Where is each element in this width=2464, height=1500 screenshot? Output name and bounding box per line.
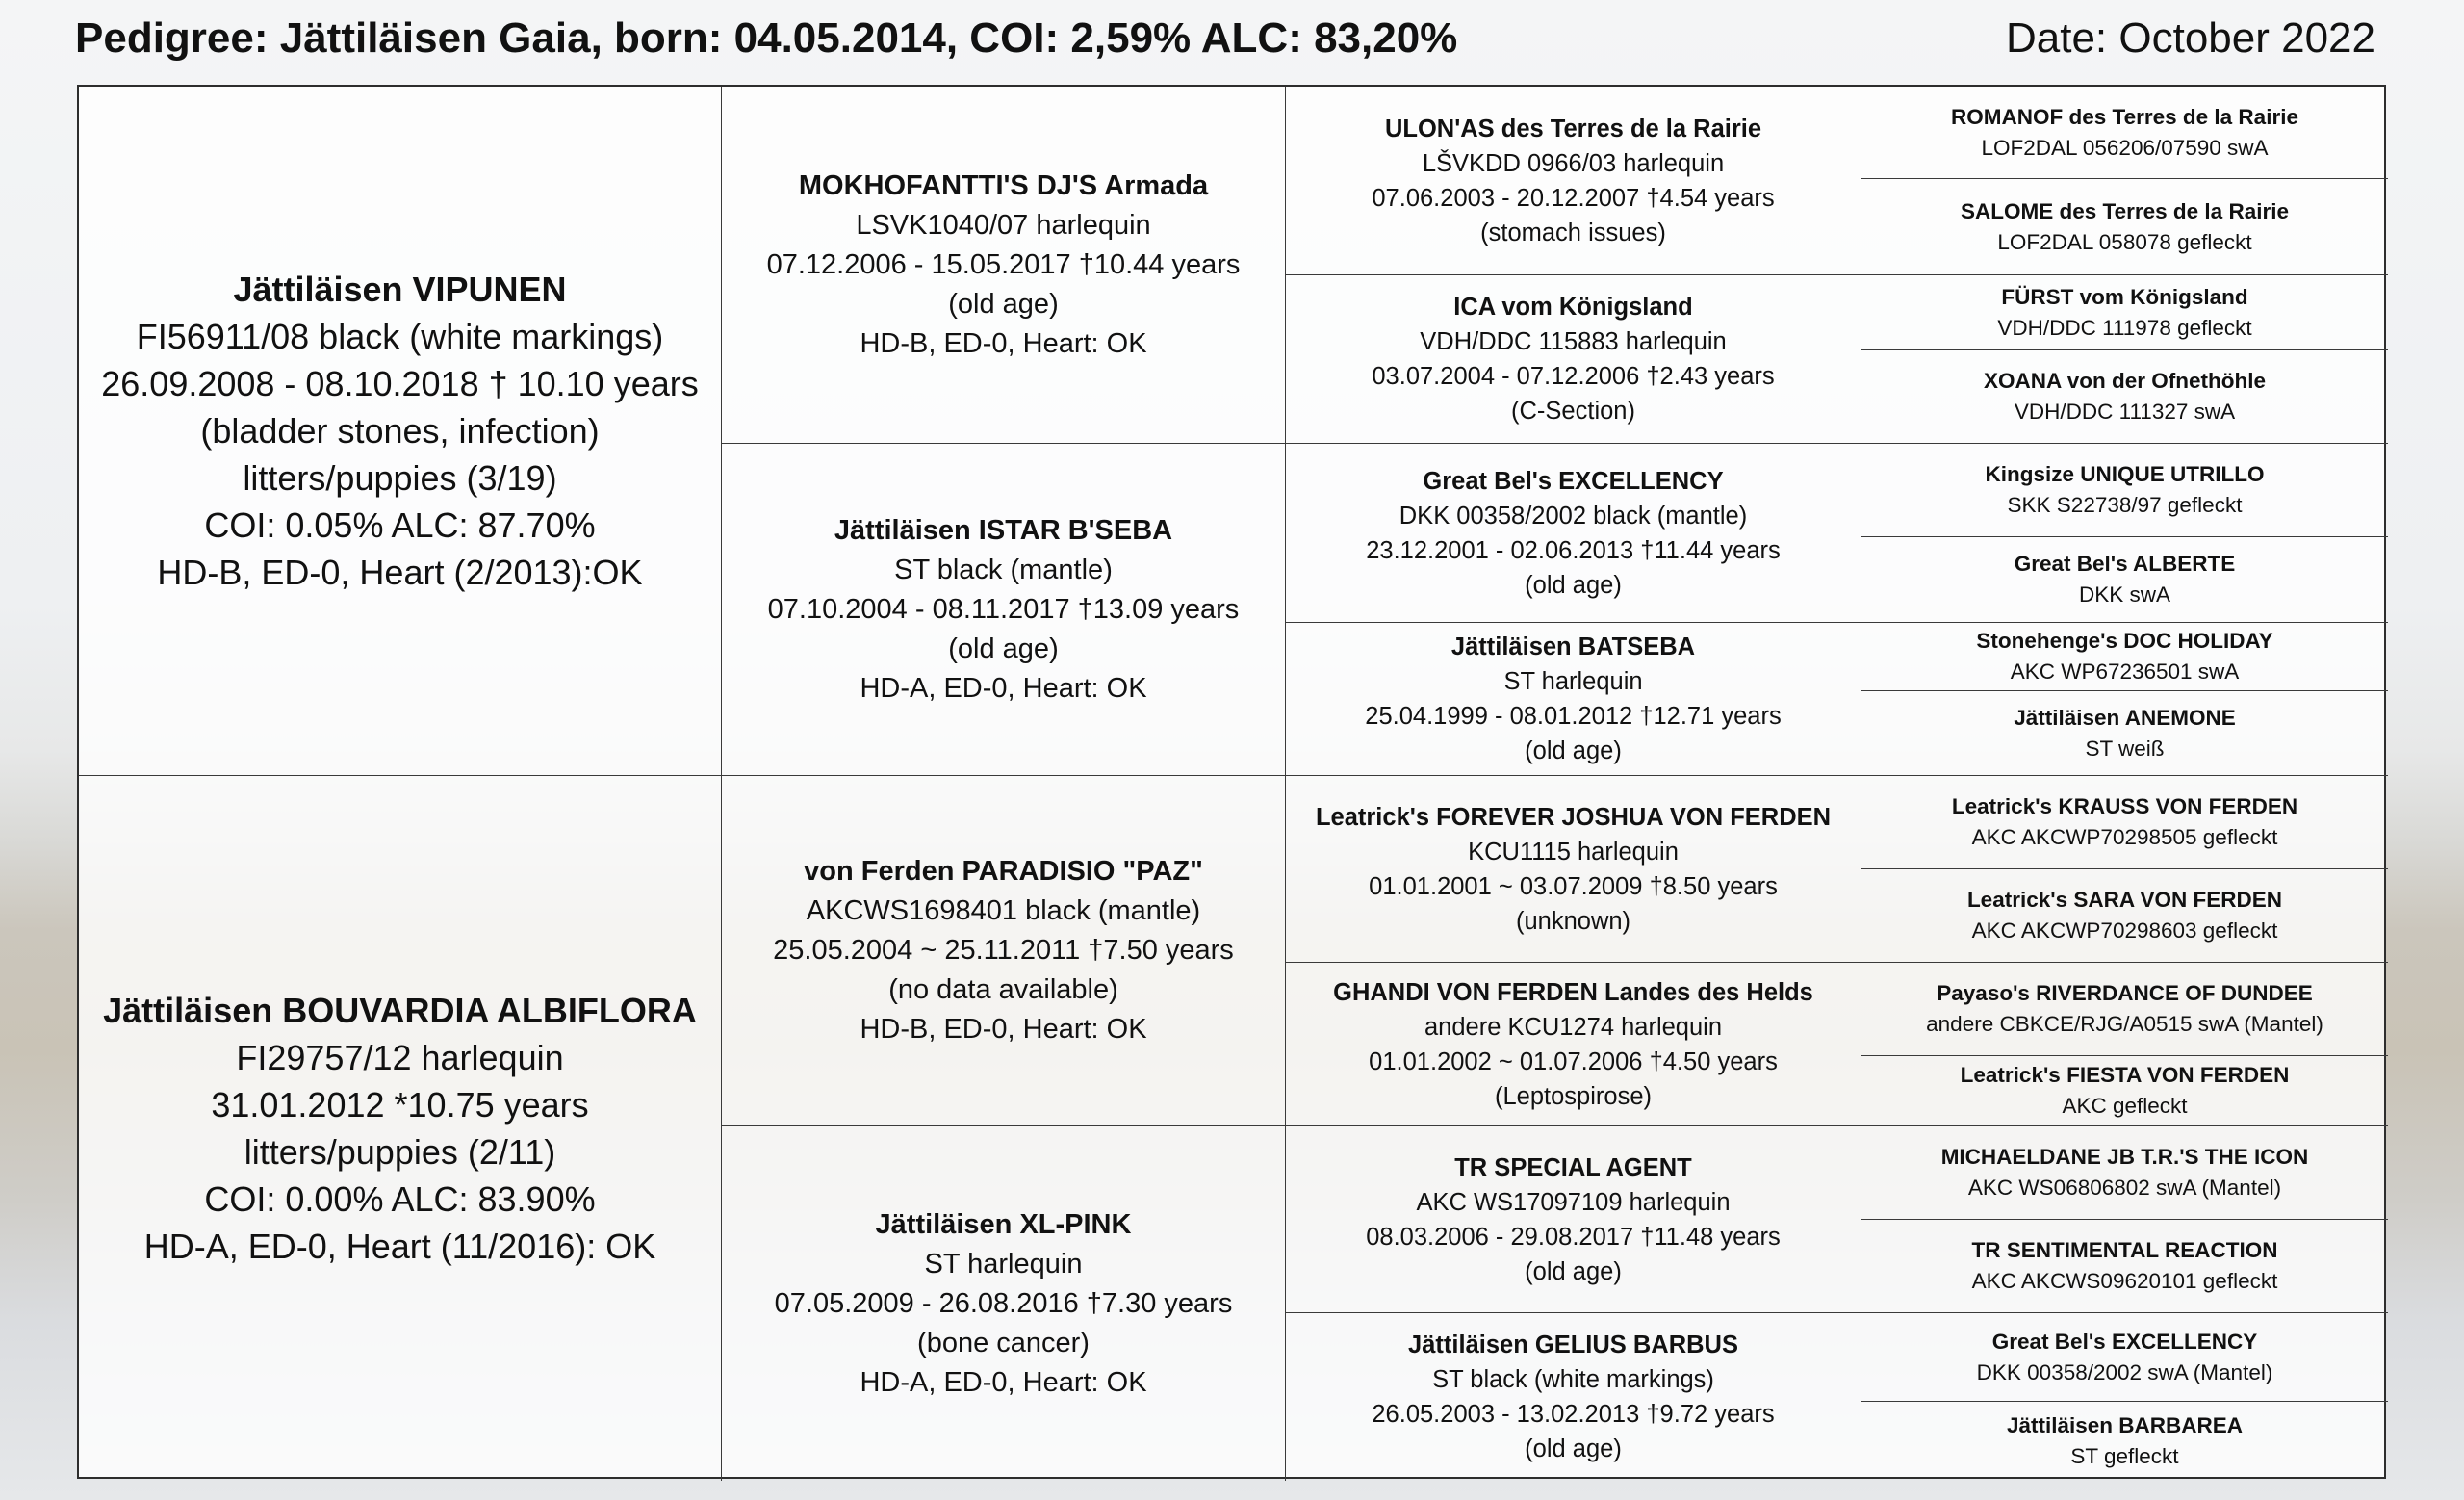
ancestor-registration: AKC AKCWS09620101 gefleckt (1971, 1269, 2278, 1293)
great-grandparent-name: GHANDI VON FERDEN Landes des Helds (1333, 978, 1813, 1006)
grandparent-info-line: ST harlequin (924, 1248, 1083, 1280)
ancestor-cell (1861, 1313, 2388, 1402)
great-grandparent-cell (1286, 444, 1861, 623)
ancestor-cell (1861, 623, 2388, 691)
great-grandparent-info-line: VDH/DDC 115883 harlequin (1420, 328, 1727, 355)
great-grandparent-info-line: 01.01.2001 ~ 03.07.2009 †8.50 years (1369, 872, 1778, 900)
great-grandparent-info-line: (old age) (1525, 1435, 1622, 1462)
grandparent-info-line: 07.10.2004 - 08.11.2017 †13.09 years (767, 593, 1240, 625)
grandparent-info-line: (old age) (948, 288, 1059, 320)
ancestor-name: Leatrick's SARA VON FERDEN (1966, 888, 2283, 912)
ancestor-cell (1861, 275, 2388, 350)
dam-name: Jättiläisen BOUVARDIA ALBIFLORA (103, 991, 697, 1030)
great-grandparent-cell (1286, 275, 1861, 444)
great-grandparent-info-line: (stomach issues) (1480, 219, 1666, 246)
dam-info-line: litters/puppies (2/11) (244, 1132, 556, 1172)
ancestor-name: Jättiläisen BARBAREA (2006, 1413, 2244, 1437)
grandparent-cell (722, 87, 1286, 444)
ancestor-name: FÜRST vom Königsland (2001, 284, 2248, 309)
pedigree-date: Date: October 2022 (2005, 14, 2375, 62)
great-grandparent-info-line: 01.01.2002 ~ 01.07.2006 †4.50 years (1369, 1047, 1778, 1075)
grandparent-name: MOKHOFANTTI'S DJ'S Armada (798, 169, 1209, 201)
ancestor-registration: LOF2DAL 058078 gefleckt (1997, 229, 2252, 254)
great-grandparent-info-line: andere KCU1274 harlequin (1424, 1013, 1723, 1041)
great-grandparent-name: Leatrick's FOREVER JOSHUA VON FERDEN (1315, 803, 1832, 831)
grandparent-info-line: HD-A, ED-0, Heart: OK (860, 1366, 1147, 1398)
sire-name: Jättiläisen VIPUNEN (233, 270, 567, 309)
ancestor-registration: ST weiß (2085, 736, 2165, 761)
ancestor-name: ROMANOF des Terres de la Rairie (1951, 104, 2298, 129)
ancestor-registration: AKC AKCWP70298603 gefleckt (1971, 918, 2278, 943)
great-grandparent-info-line: ST harlequin (1503, 668, 1643, 695)
ancestor-registration: ST gefleckt (2070, 1444, 2179, 1468)
ancestor-name: XOANA von der Ofnethöhle (1984, 369, 2266, 393)
grandparent-info-line: (no data available) (888, 974, 1118, 1005)
ancestor-registration: VDH/DDC 111978 gefleckt (1997, 315, 2252, 340)
great-grandparent-info-line: LŠVKDD 0966/03 harlequin (1422, 149, 1725, 177)
grandparent-info-line: (bone cancer) (917, 1327, 1090, 1358)
great-grandparent-cell (1286, 776, 1861, 963)
great-grandparent-info-line: (C-Section) (1511, 398, 1635, 425)
ancestor-registration: SKK S22738/97 gefleckt (2007, 493, 2243, 517)
great-grandparent-info-line: (unknown) (1515, 907, 1631, 935)
great-grandparent-info-line: 25.04.1999 - 08.01.2012 †12.71 years (1365, 703, 1782, 730)
dam-info-line: COI: 0.00% ALC: 83.90% (204, 1179, 596, 1219)
sire-info-line: HD-B, ED-0, Heart (2/2013):OK (157, 553, 643, 592)
ancestor-registration: andere CBKCE/RJG/A0515 swA (Mantel) (1926, 1012, 2323, 1036)
great-grandparent-info-line: ST black (white markings) (1432, 1366, 1714, 1393)
ancestor-registration: LOF2DAL 056206/07590 swA (1981, 135, 2269, 160)
great-grandparent-info-line: (old age) (1525, 571, 1622, 599)
great-grandparent-cell (1286, 623, 1861, 776)
grandparent-info-line: ST black (mantle) (894, 554, 1113, 585)
ancestor-name: Stonehenge's DOC HOLIDAY (1976, 629, 2273, 653)
ancestor-cell (1861, 537, 2388, 623)
ancestor-cell (1861, 1056, 2388, 1126)
great-grandparent-cell (1286, 1313, 1861, 1481)
grandparent-info-line: HD-B, ED-0, Heart: OK (860, 327, 1147, 359)
sire-info-line: 26.09.2008 - 08.10.2018 † 10.10 years (101, 364, 699, 403)
ancestor-cell (1861, 1220, 2388, 1313)
great-grandparent-name: TR SPECIAL AGENT (1454, 1153, 1692, 1181)
great-grandparent-cell (1286, 87, 1861, 275)
grandparent-info-line: 07.12.2006 - 15.05.2017 †10.44 years (766, 248, 1241, 280)
grandparent-name: von Ferden PARADISIO "PAZ" (804, 856, 1203, 887)
ancestor-name: Kingsize UNIQUE UTRILLO (1985, 462, 2265, 486)
grandparent-info-line: LSVK1040/07 harlequin (856, 209, 1151, 241)
ancestor-registration: DKK swA (2078, 582, 2171, 607)
grandparent-info-line: (old age) (948, 633, 1059, 664)
great-grandparent-info-line: 26.05.2003 - 13.02.2013 †9.72 years (1372, 1401, 1775, 1428)
grandparent-info-line: AKCWS1698401 black (mantle) (806, 895, 1201, 926)
great-grandparent-info-line: (old age) (1525, 1257, 1622, 1285)
great-grandparent-cell (1286, 1126, 1861, 1313)
ancestor-name: SALOME des Terres de la Rairie (1961, 198, 2289, 223)
great-grandparent-name: Jättiläisen GELIUS BARBUS (1408, 1332, 1738, 1358)
sire-info-line: FI56911/08 black (white markings) (136, 317, 664, 356)
ancestor-cell (1861, 350, 2388, 444)
dam-info-line: FI29757/12 harlequin (236, 1038, 564, 1077)
grandparent-name: Jättiläisen XL-PINK (875, 1208, 1132, 1240)
ancestor-cell (1861, 444, 2388, 537)
great-grandparent-name: Jättiläisen BATSEBA (1450, 634, 1696, 660)
sire-info-line: (bladder stones, infection) (200, 411, 600, 451)
great-grandparent-info-line: KCU1115 harlequin (1468, 838, 1679, 866)
great-grandparent-info-line: (old age) (1525, 737, 1622, 764)
ancestor-name: Jättiläisen ANEMONE (2014, 705, 2236, 730)
ancestor-cell (1861, 87, 2388, 179)
grandparent-info-line: HD-B, ED-0, Heart: OK (860, 1014, 1147, 1045)
great-grandparent-info-line: 23.12.2001 - 02.06.2013 †11.44 years (1366, 536, 1781, 564)
ancestor-registration: AKC WP67236501 swA (2010, 659, 2240, 684)
grandparent-info-line: HD-A, ED-0, Heart: OK (860, 672, 1147, 704)
ancestor-name: Leatrick's FIESTA VON FERDEN (1960, 1063, 2290, 1087)
grandparent-cell (722, 1126, 1286, 1481)
ancestor-registration: VDH/DDC 111327 swA (2014, 400, 2236, 424)
great-grandparent-name: Great Bel's EXCELLENCY (1423, 467, 1724, 495)
ancestor-name: TR SENTIMENTAL REACTION (1971, 1238, 2278, 1262)
great-grandparent-name: ICA vom Königsland (1453, 294, 1693, 321)
ancestor-cell (1861, 776, 2388, 869)
ancestor-registration: AKC gefleckt (2062, 1094, 2188, 1118)
sire-info-line: litters/puppies (3/19) (243, 458, 557, 498)
ancestor-registration: AKC AKCWP70298505 gefleckt (1971, 825, 2278, 849)
grandparent-info-line: 25.05.2004 ~ 25.11.2011 †7.50 years (773, 935, 1234, 966)
ancestor-name: Great Bel's EXCELLENCY (1991, 1329, 2258, 1354)
ancestor-cell (1861, 179, 2388, 275)
great-grandparent-name: ULON'AS des Terres de la Rairie (1384, 115, 1762, 142)
ancestor-cell (1861, 869, 2388, 963)
grandparent-info-line: 07.05.2009 - 26.08.2016 †7.30 years (774, 1287, 1233, 1319)
grandparent-cell (722, 444, 1286, 776)
great-grandparent-info-line: AKC WS17097109 harlequin (1416, 1188, 1731, 1216)
sire-cell (79, 87, 722, 776)
great-grandparent-info-line: 03.07.2004 - 07.12.2006 †2.43 years (1372, 363, 1775, 390)
ancestor-cell (1861, 1126, 2388, 1220)
sire-info-line: COI: 0.05% ALC: 87.70% (204, 505, 596, 545)
great-grandparent-info-line: 08.03.2006 - 29.08.2017 †11.48 years (1366, 1223, 1781, 1251)
ancestor-name: Great Bel's ALBERTE (2014, 552, 2236, 576)
page-title: Pedigree: Jättiläisen Gaia, born: 04.05.2014, COI: 2,59% ALC: 83,20% (75, 14, 1458, 62)
dam-info-line: HD-A, ED-0, Heart (11/2016): OK (143, 1227, 656, 1266)
ancestor-cell (1861, 1402, 2388, 1481)
great-grandparent-info-line: (Leptospirose) (1495, 1082, 1652, 1110)
dam-info-line: 31.01.2012 *10.75 years (211, 1085, 589, 1125)
pedigree-table (77, 85, 2386, 1479)
ancestor-cell (1861, 963, 2388, 1056)
grandparent-cell (722, 776, 1286, 1126)
great-grandparent-info-line: DKK 00358/2002 black (mantle) (1399, 502, 1748, 530)
dam-cell (79, 776, 722, 1481)
ancestor-name: Payaso's RIVERDANCE OF DUNDEE (1937, 981, 2313, 1005)
great-grandparent-info-line: 07.06.2003 - 20.12.2007 †4.54 years (1372, 184, 1775, 212)
ancestor-registration: DKK 00358/2002 swA (Mantel) (1976, 1359, 2273, 1384)
great-grandparent-cell (1286, 963, 1861, 1126)
ancestor-name: MICHAELDANE JB T.R.'S THE ICON (1940, 1145, 2309, 1169)
ancestor-registration: AKC WS06806802 swA (Mantel) (1967, 1176, 2282, 1200)
ancestor-name: Leatrick's KRAUSS VON FERDEN (1951, 794, 2298, 818)
grandparent-name: Jättiläisen ISTAR B'SEBA (834, 514, 1173, 546)
ancestor-cell (1861, 691, 2388, 776)
